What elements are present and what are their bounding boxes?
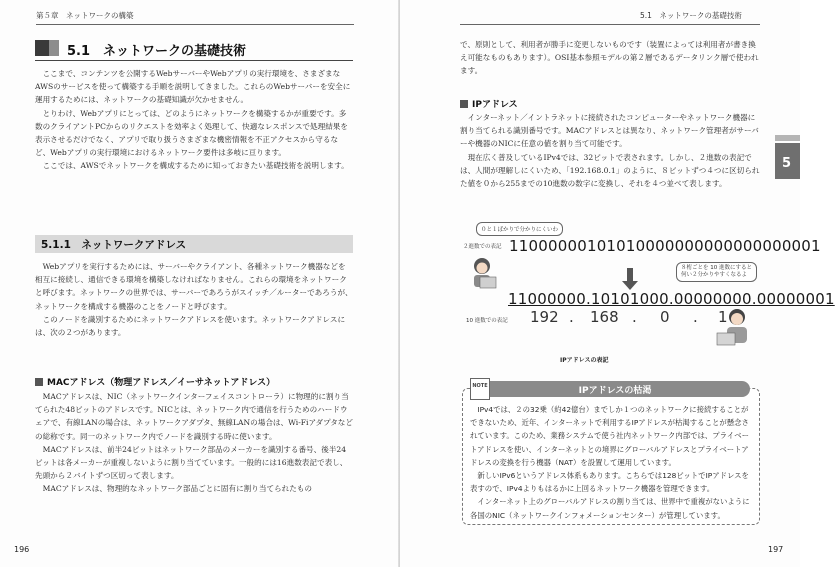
paragraph: インターネット／イントラネットに接続されたコンピューターやネットワーク機器に割り当てられる識別番号です。MACアドレスとは異なり、ネットワーク管理者がサーバーや機器のNICに任意の値を割り当て可能です。 <box>460 113 759 149</box>
chapter-tab-number: 5 <box>782 156 792 171</box>
paragraph: このノードを識別するためにネットワークアドレスを使います。ネットワークアドレスには、次の２つがあります。 <box>35 314 346 338</box>
note-title-bar <box>480 381 750 397</box>
ip-heading-text: IPアドレス <box>472 100 518 110</box>
mac-text <box>35 390 353 496</box>
speech-bubble-right: ８桁ごとを 10 進数にすると 何い２分かりやすくなるよ <box>676 262 757 282</box>
note-text <box>470 403 754 522</box>
paragraph: Webアプリを実行するためには、サーバーやクライアント、各種ネットワーク機器などを相互に接続し、通信できる環境を構築しなければなりません。これらの環境をネットワークと呼びます。ネットワークの世界では、サーバーであろうがスイッチ／ルーターであろうが、ネットワークを構成する機器のことをノードと呼びます。 <box>35 262 353 311</box>
subsection-title-text: 5.1.1 ネットワークアドレス <box>41 239 187 251</box>
grouped-binary-value: 11000000.10101000.00000000.00000001 <box>508 290 835 308</box>
decimal-dot: . <box>693 308 698 326</box>
paragraph: MACアドレスは、NIC（ネットワークインターフェイスコントローラ）に物理的に割り当てられた48ビットのアドレスです。NICとは、ネットワーク内で通信を行うためのハードウェアで、有線LANの場合は、ネットワークアダプタ、無線LANの場合は、Wi-Fiアダプタなどの総称です。同一のネットワーク内でノードを識別する時に使います。 <box>35 392 353 441</box>
address-text <box>35 260 353 339</box>
page-number-right: 197 <box>768 545 784 554</box>
paragraph: 現在広く普及しているIPv4では、32ビットで表されます。しかし、２進数の表記では、人間が理解しにくいため、「192.168.0.1」のように、８ビットずつ４つに区切られた値を０から255までの10進数の数字に変換し、それを４つ並べて表します。 <box>460 152 760 189</box>
paragraph: ここまで、コンテンツを公開するWebサーバーやWebアプリの実行環境を、さまざまなAWSのサービスを使って構築する手順を説明してきました。これらのWebサーバーを安全に運用するためには、ネットワークの基礎知識が欠かせません。 <box>35 69 351 105</box>
note-icon <box>470 378 490 400</box>
continued-text <box>460 38 760 78</box>
ip-heading <box>460 97 518 110</box>
left-page <box>0 0 400 567</box>
chapter-tab-strip <box>775 135 800 141</box>
paragraph: IPv4では、２の32乗（約42億台）までしか１つのネットワークに接続することができないため、近年、インターネットで利用するIPアドレスが枯渇することが懸念されています。このため、業務システムで使う社内ネットワーク内部では、プライベートアドレスを使い、インターネットとの境界にグローバルアドレスとプライベートアドレスの変換を行う機器（NAT）を設置して運用しています。 <box>470 405 749 467</box>
decimal-label: 10 進数での表記 <box>466 318 508 324</box>
paragraph: で、原則として、利用者が勝手に変更しないものです（装置によっては利用者が書き換え可能なものもあります）。OSI基本参照モデルの第２層であるデータリンク層で使われます。 <box>460 40 759 76</box>
decimal-octet-1: 192 <box>530 308 559 326</box>
heading-square-icon <box>460 100 468 108</box>
decimal-dot: . <box>632 308 637 326</box>
paragraph: ここでは、AWSでネットワークを構成するために知っておきたい基礎技術を説明します。 <box>42 161 349 171</box>
section-marker-light <box>49 40 59 56</box>
paragraph: MACアドレスは、前半24ビットはネットワーク部品のメーカーを識別する番号、後半24ビットは各メーカーが重複しないように割り当てています。一般的には16進数表記で表し、先頭から２バイトずつ区切って表します。 <box>35 444 348 481</box>
decimal-octet-3: 0 <box>660 308 670 326</box>
page-number-left: 196 <box>14 545 30 554</box>
running-head-rule <box>460 24 760 25</box>
mac-heading-text: MACアドレス（物理アドレス／イーサネットアドレス） <box>47 378 276 388</box>
paragraph: 新しいIPv6というアドレス体系もあります。こちらでは128ビットでIPアドレスを表すので、IPv4よりもはるかに上回るネットワーク機器を管理できます。 <box>470 471 749 494</box>
man-with-laptop-icon <box>715 305 757 351</box>
section-title <box>35 38 353 61</box>
subsection-title <box>35 235 353 253</box>
binary-value: 11000000101010000000000000000001 <box>509 237 821 255</box>
diagram-caption: IPアドレスの表記 <box>560 357 609 364</box>
running-head-right: 5.1 ネットワークの基礎技術 <box>640 11 742 20</box>
binary-label: ２進数での表記 <box>463 244 502 250</box>
decimal-octet-4: 1 <box>718 308 728 326</box>
running-head-rule <box>36 24 354 25</box>
mac-heading <box>35 375 275 388</box>
section-title-text: 5.1 ネットワークの基礎技術 <box>67 44 247 59</box>
paragraph: MACアドレスは、物理的なネットワーク部品ごとに固有に割り当てられたもの <box>42 484 313 494</box>
speech-bubble-left: ０と１ばかりで分かりにくいわ <box>476 222 563 236</box>
down-arrow-shaft <box>627 268 633 282</box>
heading-square-icon <box>35 378 43 386</box>
paragraph: とりわけ、Webアプリにとっては、どのようにネットワークを構築するかが重要です。多数のクライアントPCからのリクエストを効率よく処理して、快適なレスポンスで処理結果を表示させるだけでなく、アプリで取り扱うさまざまな機密情報を不正アクセスから守るなど、Webアプリの実行環境におけるネットワーク要件は多岐に亘ります。 <box>35 108 348 158</box>
decimal-octet-2: 168 <box>590 308 619 326</box>
running-head-left: 第５章 ネットワークの構築 <box>36 11 134 20</box>
note-title: IPアドレスの枯渇 <box>578 386 652 396</box>
intro-text <box>35 67 353 173</box>
note-icon-label: NOTE <box>472 383 488 389</box>
down-arrow-icon <box>622 281 638 290</box>
decimal-dot: . <box>569 308 574 326</box>
paragraph: インターネット上のグローバルアドレスの割り当ては、世界中で重複がないように各国のNIC（ネットワークインフォメーションセンター）が管理しています。 <box>470 497 750 520</box>
ip-text <box>460 111 760 190</box>
section-marker-dark <box>35 40 49 56</box>
woman-with-laptop-icon <box>466 255 502 291</box>
